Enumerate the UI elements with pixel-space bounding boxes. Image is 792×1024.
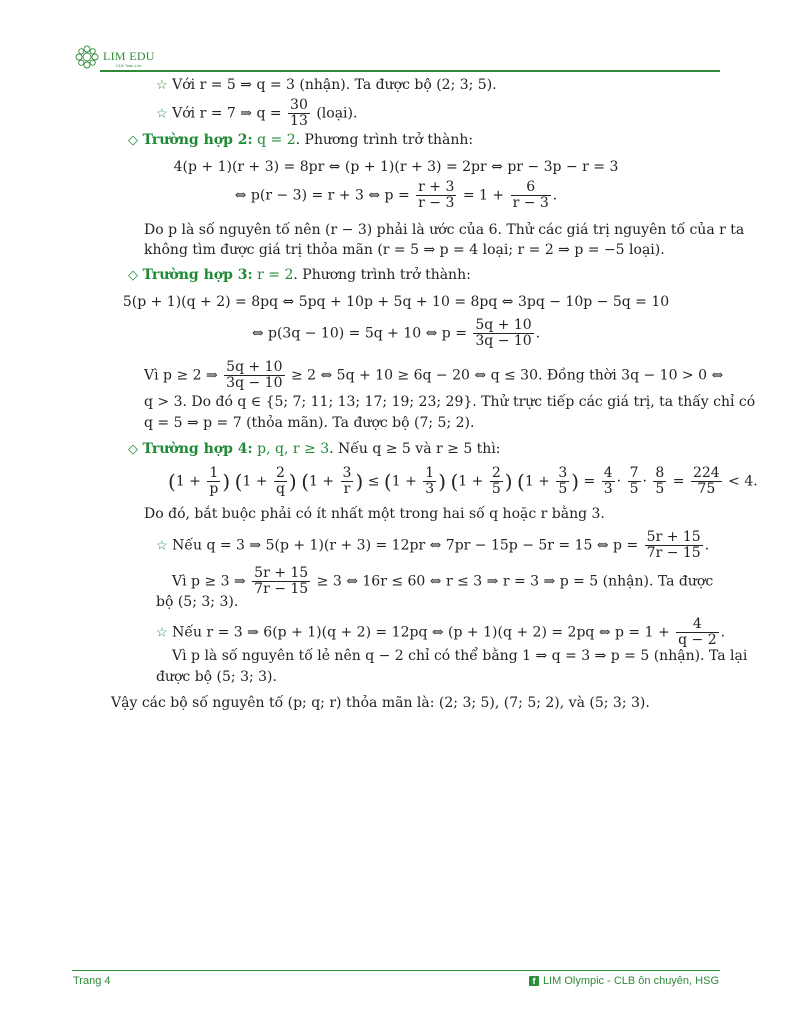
case4-heading: ◇ Trường hợp 4: p, q, r ≥ 3. Nếu q ≥ 5 và r ≥ 5 thì: [128,441,501,457]
fraction: $\frac{6}{r - 3}$ [512,179,549,211]
case4-sub-r3: ☆ Nếu r = 3 ⇒ 6(p + 1)(q + 2) = 12pq ⇔ (p + 1)(q + 2) = 2pq ⇔ p = 1 + $\frac{4}{q - 2}$ . [156,616,726,648]
fraction: $\frac{5r + 15}{7r - 15}$ [646,529,701,561]
diamond-bullet-icon: ◇ [128,268,138,283]
lim-edu-logo-icon [74,44,100,70]
diamond-bullet-icon: ◇ [128,442,138,457]
case4-sub-r3-line2: được bộ (5; 3; 3). [156,669,277,685]
fraction: $\frac{5r + 15}{7r - 15}$ [254,565,309,597]
star-bullet-icon: ☆ [156,625,168,641]
fraction: $\frac{r + 3}{r - 3}$ [418,179,455,211]
case2-heading: ◇ Trường hợp 2: q = 2. Phương trình trở thành: [128,132,474,148]
case2-paragraph-line2: không tìm được giá trị thỏa mãn (r = 5 ⇒ p = 4 loại; r = 2 ⇒ p = −5 loại). [144,242,665,258]
case2-paragraph-line1: Do p là số nguyên tố nên (r − 3) phải là ước của 6. Thử các giá trị nguyên tố của r ta [144,222,745,238]
brand-subtitle: CLB Toán Lim [116,63,142,68]
page-number: Trang 4 [73,975,111,987]
case3-equation-2: ⇔ p(3q − 10) = 5q + 10 ⇔ p = $\frac{5q + 10}{3q - 10}$ . [251,317,541,349]
case4-sub-r3-line1: Vì p là số nguyên tố lẻ nên q − 2 chỉ có thể bằng 1 ⇒ q = 3 ⇒ p = 5 (nhận). Ta lại [172,648,748,664]
case4-sub-q3: ☆ Nếu q = 3 ⇒ 5(p + 1)(r + 3) = 12pr ⇔ 7pr − 15p − 5r = 15 ⇔ p = $\frac{5r + 15}{7r - 15}$ . [156,529,710,561]
case3-paragraph-line2: q > 3. Do đó q ∈ {5; 7; 11; 13; 17; 19; 23; 29}. Thử trực tiếp các giá trị, ta thấy chỉ có [144,394,756,410]
case1-item-r5-text: Với r = 5 ⇒ q = 3 (nhận). Ta được bộ (2; 3; 5). [172,77,497,93]
case4-inequality: (1 + $\frac{1}{p}$ ) (1 + $\frac{2}{q}$ ) (1 + $\frac{3}{r}$ ) ≤ (1 + $\frac{1}{3}$ ) (1 + $\frac{2}{5}$ ) (1 + $\frac{3}{5}$ ) = $\frac{4}{3}$ · $\frac{7}{5}$ · $\frac{8}{5}$ = $\frac{224}{75}$ < 4. [168,465,758,497]
case3-paragraph-line3: q = 5 ⇒ p = 7 (thỏa mãn). Ta được bộ (7; 5; 2). [144,415,475,431]
brand-name: LIM EDU [103,49,155,63]
header-rule [100,70,720,72]
footer-rule [72,970,720,971]
footer-credit [529,975,719,987]
fraction: $\frac{5q + 10}{3q - 10}$ [226,359,283,391]
fraction: $\frac{30}{13}$ [290,97,308,129]
diamond-bullet-icon: ◇ [128,133,138,148]
case1-item-r5 [156,76,497,95]
fraction: $\frac{5q + 10}{3q - 10}$ [475,317,532,349]
conclusion: Vậy các bộ số nguyên tố (p; q; r) thỏa mãn là: (2; 3; 5), (7; 5; 2), và (5; 3; 3). [111,695,650,711]
star-bullet-icon: ☆ [156,78,168,93]
footer-credit-text: LIM Olympic - CLB ôn chuyên, HSG [542,975,719,987]
star-bullet-icon: ☆ [156,538,168,554]
case2-equation-2: ⇔ p(r − 3) = r + 3 ⇔ p = $\frac{r + 3}{r - 3}$ = 1 + $\frac{6}{r - 3}$ . [234,179,558,211]
case3-paragraph-line1: Vì p ≥ 2 ⇒ $\frac{5q + 10}{3q - 10}$ ≥ 2 ⇔ 5q + 10 ≥ 6q − 20 ⇔ q ≤ 30. Đồng thời 3q − 10 > 0 ⇔ [144,359,724,391]
case4-sub-q3-line1: Vì p ≥ 3 ⇒ $\frac{5r + 15}{7r - 15}$ ≥ 3 ⇔ 16r ≤ 60 ⇔ r ≤ 3 ⇒ r = 3 ⇒ p = 5 (nhận). Ta được [172,565,714,597]
case3-equation-1: 5(p + 1)(q + 2) = 8pq ⇔ 5pq + 10p + 5q + 10 = 8pq ⇔ 3pq − 10p − 5q = 10 [122,294,670,310]
facebook-icon: f [529,976,539,986]
case1-item-r7: ☆ Với r = 7 ⇒ q = $\frac{30}{13}$ (loại). [156,97,358,129]
case2-equation-1: 4(p + 1)(r + 3) = 8pr ⇔ (p + 1)(r + 3) = 2pr ⇔ pr − 3p − r = 3 [173,159,619,175]
case4-sub-q3-line2: bộ (5; 3; 3). [156,594,239,610]
case3-heading: ◇ Trường hợp 3: r = 2. Phương trình trở thành: [128,267,471,283]
star-bullet-icon: ☆ [156,106,168,122]
case4-paragraph: Do đó, bắt buộc phải có ít nhất một trong hai số q hoặc r bằng 3. [144,506,605,522]
fraction: $\frac{4}{q - 2}$ [678,616,717,648]
page-header [72,44,720,72]
